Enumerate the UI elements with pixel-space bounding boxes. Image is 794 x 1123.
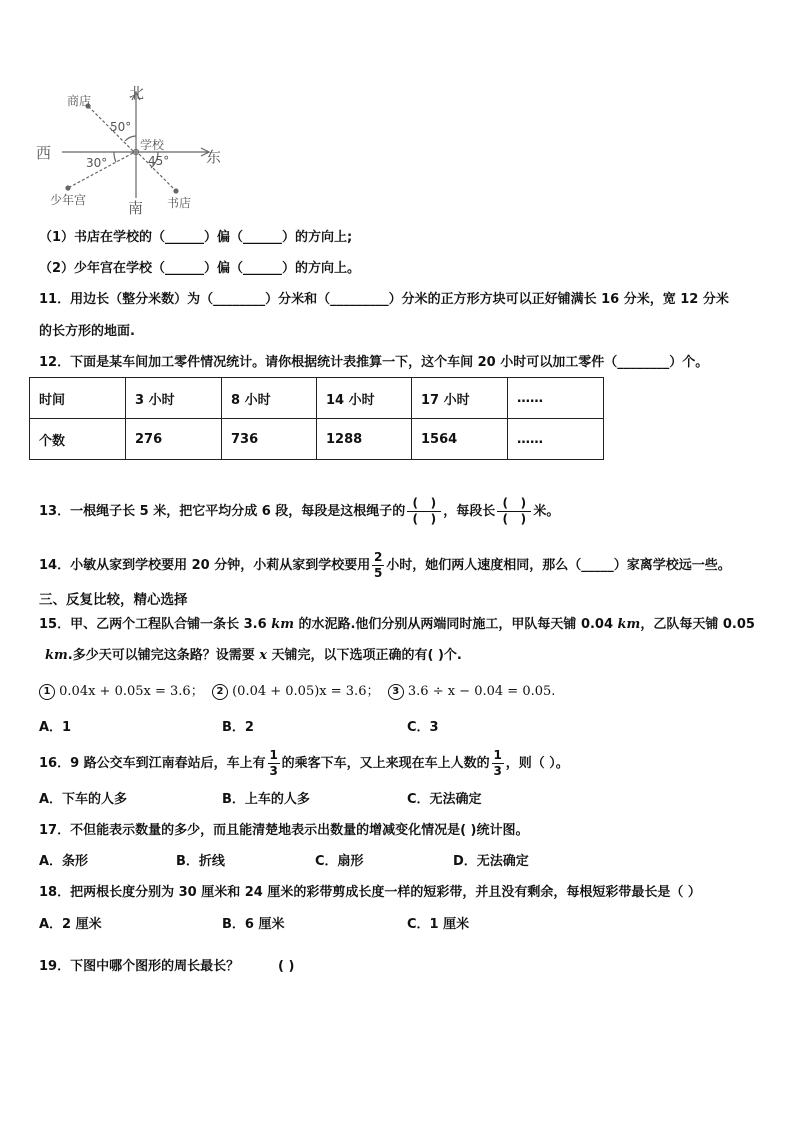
option-mark-3: 3 — [388, 684, 404, 700]
table-row-header — [30, 378, 604, 419]
table-cell: 17 小时 — [412, 378, 508, 419]
table-cell: 276 — [126, 419, 222, 460]
label-school: 学校 — [140, 138, 165, 152]
q14-fraction: $\frac{2}{5}$ — [374, 550, 383, 580]
q18-option-c[interactable]: C．1 厘米 — [407, 917, 470, 932]
section-heading: 三、反复比较，精心选择 — [39, 592, 188, 608]
q17-option-c[interactable]: C．扇形 — [315, 854, 364, 869]
q10-sub2: （2）少年宫在学校（______）偏（______）的方向上。 — [39, 261, 361, 276]
table-cell: …… — [508, 419, 604, 460]
youth-dot — [66, 186, 70, 190]
q16-fraction-1: $\frac{1}{3}$ — [269, 748, 278, 778]
q16-option-a[interactable]: A．下车的人多 — [39, 792, 128, 807]
q11-line2: 的长方形的地面. — [39, 324, 135, 339]
q19-answer-paren: ( ) — [278, 959, 295, 974]
q18-text: 18．把两根长度分别为 30 厘米和 24 厘米的彩带剪成长度一样的短彩带，并且没有剩余，每根短彩带最长是（ ） — [39, 885, 701, 900]
q13-blank-fraction-2 — [497, 496, 531, 527]
label-angle-45: 45° — [148, 154, 170, 168]
arc-50 — [125, 136, 136, 141]
q13-part2: ，每段长 — [443, 504, 496, 519]
label-youth-palace: 少年宫 — [50, 193, 87, 207]
table-cell: 个数 — [30, 419, 126, 460]
label-angle-30: 30° — [86, 156, 108, 170]
table-cell: 8 小时 — [222, 378, 317, 419]
q17-text: 17．不但能表示数量的多少，而且能清楚地表示出数量的增减变化情况是( )统计图。 — [39, 823, 529, 838]
q14 — [39, 550, 731, 581]
q14-part1: 14．小敏从家到学校要用 20 分钟，小莉从家到学校要用 — [39, 558, 371, 573]
q16-option-b[interactable]: B．上车的人多 — [222, 792, 310, 807]
fraction-numerator: ( ) — [412, 496, 437, 510]
q13-part3: 米。 — [533, 504, 560, 519]
q10-sub1: （1）书店在学校的（______）偏（______）的方向上; — [39, 230, 353, 245]
q15-line1: 15．甲、乙两个工程队合铺一条长 3.6 km 的水泥路.他们分别从两端同时施工，甲队每天铺 0.04 km，乙队每天铺 0.05 — [39, 617, 755, 632]
q15-option-b[interactable]: B．2 — [222, 720, 254, 735]
table-cell: 1564 — [412, 419, 508, 460]
q13 — [39, 496, 559, 527]
label-angle-50: 50° — [110, 120, 132, 134]
option-mark-2: 2 — [212, 684, 228, 700]
q12-text: 12．下面是某车间加工零件情况统计。请你根据统计表推算一下，这个车间 20 小时可以加工零件（________）个。 — [39, 355, 709, 370]
q19-text: 19．下图中哪个图形的周长最长？ — [39, 959, 240, 974]
q16-option-c[interactable]: C．无法确定 — [407, 792, 482, 807]
label-bookstore: 书店 — [167, 196, 192, 210]
q15-line2: km.多少天可以铺完这条路？设需要 x 天铺完，以下选项正确的有( )个. — [45, 648, 462, 663]
q13-blank-fraction-1 — [407, 496, 441, 527]
q15-equations: 1 0.04x + 0.05x = 3.6； 2 (0.04 + 0.05)x = 3.6； 3 3.6 ÷ x − 0.04 = 0.05. — [39, 683, 555, 701]
table-row-values — [30, 419, 604, 460]
fraction-denominator: ( ) — [502, 512, 527, 526]
q18-option-b[interactable]: B．6 厘米 — [222, 917, 285, 932]
equation-1: 0.04x + 0.05x = 3.6 — [59, 684, 191, 699]
stats-table — [29, 377, 604, 460]
compass-diagram — [30, 80, 240, 215]
label-south: 南 — [128, 199, 144, 215]
table-cell: 3 小时 — [126, 378, 222, 419]
q13-part1: 13．一根绳子长 5 米，把它平均分成 6 段，每段是这根绳子的 — [39, 504, 406, 519]
q14-part2: 小时，她们两人速度相同，那么（_____）家离学校远一些。 — [386, 558, 731, 573]
q16: 16．9 路公交车到江南春站后，车上有 $\frac{1}{3}$ 的乘客下车，又上来现在车上人数的 $\frac{1}{3}$ ，则（ ）。 — [39, 748, 569, 778]
fraction-denominator: ( ) — [412, 512, 437, 526]
book-dot — [174, 189, 178, 193]
q17-option-b[interactable]: B．折线 — [176, 854, 225, 869]
fraction-numerator: ( ) — [502, 496, 527, 510]
equation-3: 3.6 ÷ x − 0.04 = 0.05 — [407, 684, 552, 699]
arc-30 — [114, 152, 116, 162]
q18-option-a[interactable]: A．2 厘米 — [39, 917, 102, 932]
table-cell: 时间 — [30, 378, 126, 419]
q17-option-d[interactable]: D．无法确定 — [453, 854, 529, 869]
q15-option-c[interactable]: C．3 — [407, 720, 439, 735]
label-west: 西 — [36, 144, 52, 162]
q11-line1: 11．用边长（整分米数）为（________）分米和（_________）分米的正方形方块可以正好铺满长 16 分米，宽 12 分米 — [39, 292, 729, 307]
label-east: 东 — [206, 148, 222, 166]
q17-option-a[interactable]: A．条形 — [39, 854, 89, 869]
option-mark-1: 1 — [39, 684, 55, 700]
equation-2: (0.04 + 0.05)x = 3.6 — [232, 684, 367, 699]
q16-fraction-2: $\frac{1}{3}$ — [493, 748, 502, 778]
label-shop: 商店 — [67, 94, 92, 108]
table-cell: 1288 — [317, 419, 412, 460]
table-cell: 14 小时 — [317, 378, 412, 419]
label-north: 北 — [129, 84, 145, 102]
table-cell: …… — [508, 378, 604, 419]
table-cell: 736 — [222, 419, 317, 460]
q15-option-a[interactable]: A．1 — [39, 720, 72, 735]
